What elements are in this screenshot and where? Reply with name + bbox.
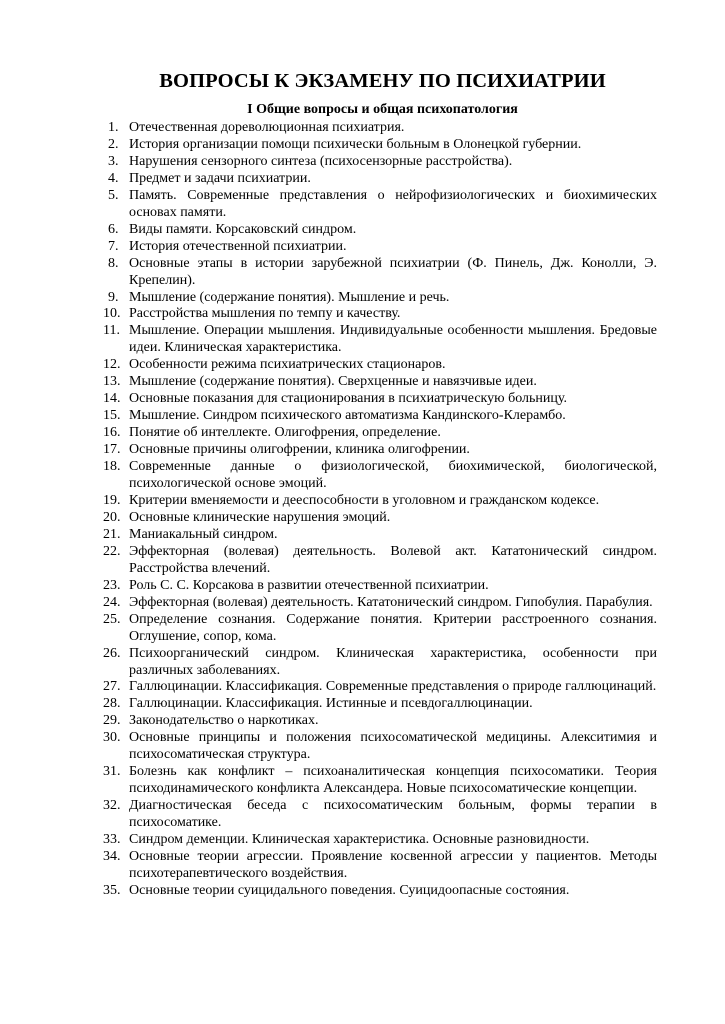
question-item bbox=[108, 222, 657, 239]
question-item bbox=[108, 256, 657, 290]
question-item bbox=[103, 306, 657, 323]
question-number: 23. bbox=[103, 577, 121, 593]
question-item bbox=[103, 594, 657, 612]
question-number: 1. bbox=[108, 120, 119, 135]
question-number: 29. bbox=[103, 713, 121, 729]
question-item bbox=[103, 442, 657, 459]
question-text: Психоорганический синдром. Клиническая характеристика, особенности при различных заболеваниях. bbox=[129, 645, 657, 678]
question-text: Основные теории суицидального поведения. Суицидоопасные состояния. bbox=[129, 882, 570, 898]
question-text: Эффекторная (волевая) деятельность. Кататонический синдром. Гипобулия. Парабулия. bbox=[129, 594, 653, 610]
question-text: Мышление. Операции мышления. Индивидуальные особенности мышления. Бредовые идеи. Клиническая характеристика. bbox=[129, 323, 657, 356]
question-item bbox=[103, 679, 657, 696]
question-number: 3. bbox=[108, 153, 119, 169]
question-number: 8. bbox=[108, 255, 119, 271]
question-text: Маниакальный синдром. bbox=[129, 526, 278, 542]
question-item bbox=[103, 374, 657, 391]
question-item bbox=[108, 290, 657, 307]
question-item bbox=[108, 137, 657, 154]
question-number: 32. bbox=[103, 798, 121, 814]
question-item bbox=[108, 120, 657, 137]
question-text: Роль С. С. Корсакова в развитии отечественной психиатрии. bbox=[129, 577, 489, 593]
question-number: 21. bbox=[103, 526, 121, 542]
question-number: 35. bbox=[103, 882, 121, 898]
question-item bbox=[103, 492, 657, 510]
question-number: 26. bbox=[103, 645, 121, 661]
question-text: Основные этапы в истории зарубежной психиатрии (Ф. Пинель, Дж. Конолли, Э. Крепелин). bbox=[129, 255, 657, 288]
question-text: Предмет и задачи психиатрии. bbox=[129, 170, 311, 186]
question-text: Синдром деменции. Клиническая характеристика. Основные разновидности. bbox=[129, 832, 590, 848]
question-text: История организации помощи психически больным в Олонецкой губернии. bbox=[129, 136, 582, 152]
section-title: I Общие вопросы и общая психопатология bbox=[247, 102, 518, 117]
question-item bbox=[103, 577, 657, 595]
question-text: Критерии вменяемости и дееспособности в уголовном и гражданском кодексе. bbox=[129, 492, 600, 508]
question-text: Мышление. Синдром психического автоматизма Кандинского-Клерамбо. bbox=[129, 408, 566, 424]
question-text: Мышление (содержание понятия). Мышление и речь. bbox=[129, 289, 450, 305]
question-text: Основные причины олигофрении, клиника олигофрении. bbox=[129, 442, 470, 458]
question-item bbox=[103, 696, 657, 713]
question-number: 5. bbox=[108, 187, 119, 203]
question-text: Нарушения сензорного синтеза (психосензорные расстройства). bbox=[129, 153, 513, 169]
question-text: Память. Современные представления о нейрофизиологических и биохимических основах памяти. bbox=[129, 187, 657, 220]
question-number: 22. bbox=[103, 543, 121, 559]
question-number: 27. bbox=[103, 679, 121, 695]
question-item bbox=[103, 713, 657, 730]
question-text: Основные принципы и положения психосоматической медицины. Алекситимия и психосоматическая структура. bbox=[129, 730, 657, 763]
question-item bbox=[108, 239, 657, 256]
question-text: Основные теории агрессии. Проявление косвенной агрессии у пациентов. Методы психотерапевтического воздействия. bbox=[129, 848, 657, 881]
question-text: Виды памяти. Корсаковский синдром. bbox=[129, 221, 357, 237]
question-number: 31. bbox=[103, 764, 121, 780]
question-item bbox=[103, 408, 657, 425]
question-text: Болезнь как конфликт – психоаналитическая концепция психосоматики. Теория психодинамического конфликта Александера. Новые психосоматические концепции. bbox=[129, 764, 657, 797]
question-number: 33. bbox=[103, 832, 121, 848]
question-text: Отечественная дореволюционная психиатрия. bbox=[129, 120, 405, 135]
question-text: Законодательство о наркотиках. bbox=[129, 713, 319, 729]
question-number: 11. bbox=[103, 323, 120, 339]
question-number: 13. bbox=[103, 374, 121, 390]
question-text: Основные показания для стационирования в психиатрическую больницу. bbox=[129, 391, 567, 407]
question-item bbox=[103, 459, 657, 493]
question-number: 12. bbox=[103, 357, 121, 373]
question-number: 18. bbox=[103, 459, 121, 475]
question-item bbox=[108, 171, 657, 188]
question-item bbox=[103, 882, 657, 900]
question-item bbox=[103, 611, 657, 646]
question-number: 20. bbox=[103, 509, 121, 525]
question-text: Определение сознания. Содержание понятия. Критерии расстроенного сознания. Оглушение, сопор, кома. bbox=[129, 611, 657, 644]
page-title: ВОПРОСЫ К ЭКЗАМЕНУ ПО ПСИХИАТРИИ bbox=[159, 70, 606, 92]
question-item bbox=[103, 391, 657, 408]
question-item bbox=[103, 730, 657, 764]
question-item bbox=[103, 848, 657, 883]
question-item bbox=[103, 425, 657, 442]
question-number: 25. bbox=[103, 611, 121, 627]
question-item bbox=[103, 526, 657, 544]
question-text: Основные клинические нарушения эмоций. bbox=[129, 509, 391, 525]
question-number: 34. bbox=[103, 848, 121, 864]
question-number: 30. bbox=[103, 730, 121, 746]
question-text: Галлюцинации. Классификация. Истинные и псевдогаллюцинации. bbox=[129, 696, 533, 712]
question-text: Мышление (содержание понятия). Сверхценные и навязчивые идеи. bbox=[129, 374, 537, 390]
question-item bbox=[108, 154, 657, 171]
question-item bbox=[108, 188, 657, 222]
question-item bbox=[103, 509, 657, 527]
question-number: 15. bbox=[103, 408, 121, 424]
question-number: 19. bbox=[103, 492, 121, 508]
question-number: 2. bbox=[108, 136, 119, 152]
question-number: 16. bbox=[103, 425, 121, 441]
question-item bbox=[103, 764, 657, 798]
question-number: 4. bbox=[108, 170, 119, 186]
question-number: 10. bbox=[103, 306, 121, 322]
question-number: 14. bbox=[103, 391, 121, 407]
question-text: История отечественной психиатрии. bbox=[129, 238, 347, 254]
question-number: 7. bbox=[108, 238, 119, 254]
question-number: 24. bbox=[103, 594, 121, 610]
question-number: 9. bbox=[108, 289, 119, 305]
question-number: 6. bbox=[108, 221, 119, 237]
question-text: Расстройства мышления по темпу и качеству. bbox=[129, 306, 401, 322]
question-item bbox=[103, 543, 657, 578]
question-text: Понятие об интеллекте. Олигофрения, определение. bbox=[129, 425, 441, 441]
question-number: 17. bbox=[103, 442, 121, 458]
question-text: Диагностическая беседа с психосоматическим больным, формы терапии в психосоматике. bbox=[129, 798, 657, 831]
question-item bbox=[103, 798, 657, 832]
question-text: Галлюцинации. Классификация. Современные представления о природе галлюцинаций. bbox=[129, 679, 657, 695]
question-number: 28. bbox=[103, 696, 121, 712]
question-item bbox=[103, 645, 657, 680]
question-list bbox=[103, 120, 657, 900]
question-item bbox=[103, 323, 657, 357]
question-text: Особенности режима психиатрических стационаров. bbox=[129, 357, 446, 373]
question-item bbox=[103, 357, 657, 374]
question-text: Эффекторная (волевая) деятельность. Волевой акт. Кататонический синдром. Расстройства влечений. bbox=[129, 543, 657, 576]
question-text: Современные данные о физиологической, биохимической, биологической, психологической основе эмоций. bbox=[129, 459, 657, 492]
question-item bbox=[103, 832, 657, 849]
